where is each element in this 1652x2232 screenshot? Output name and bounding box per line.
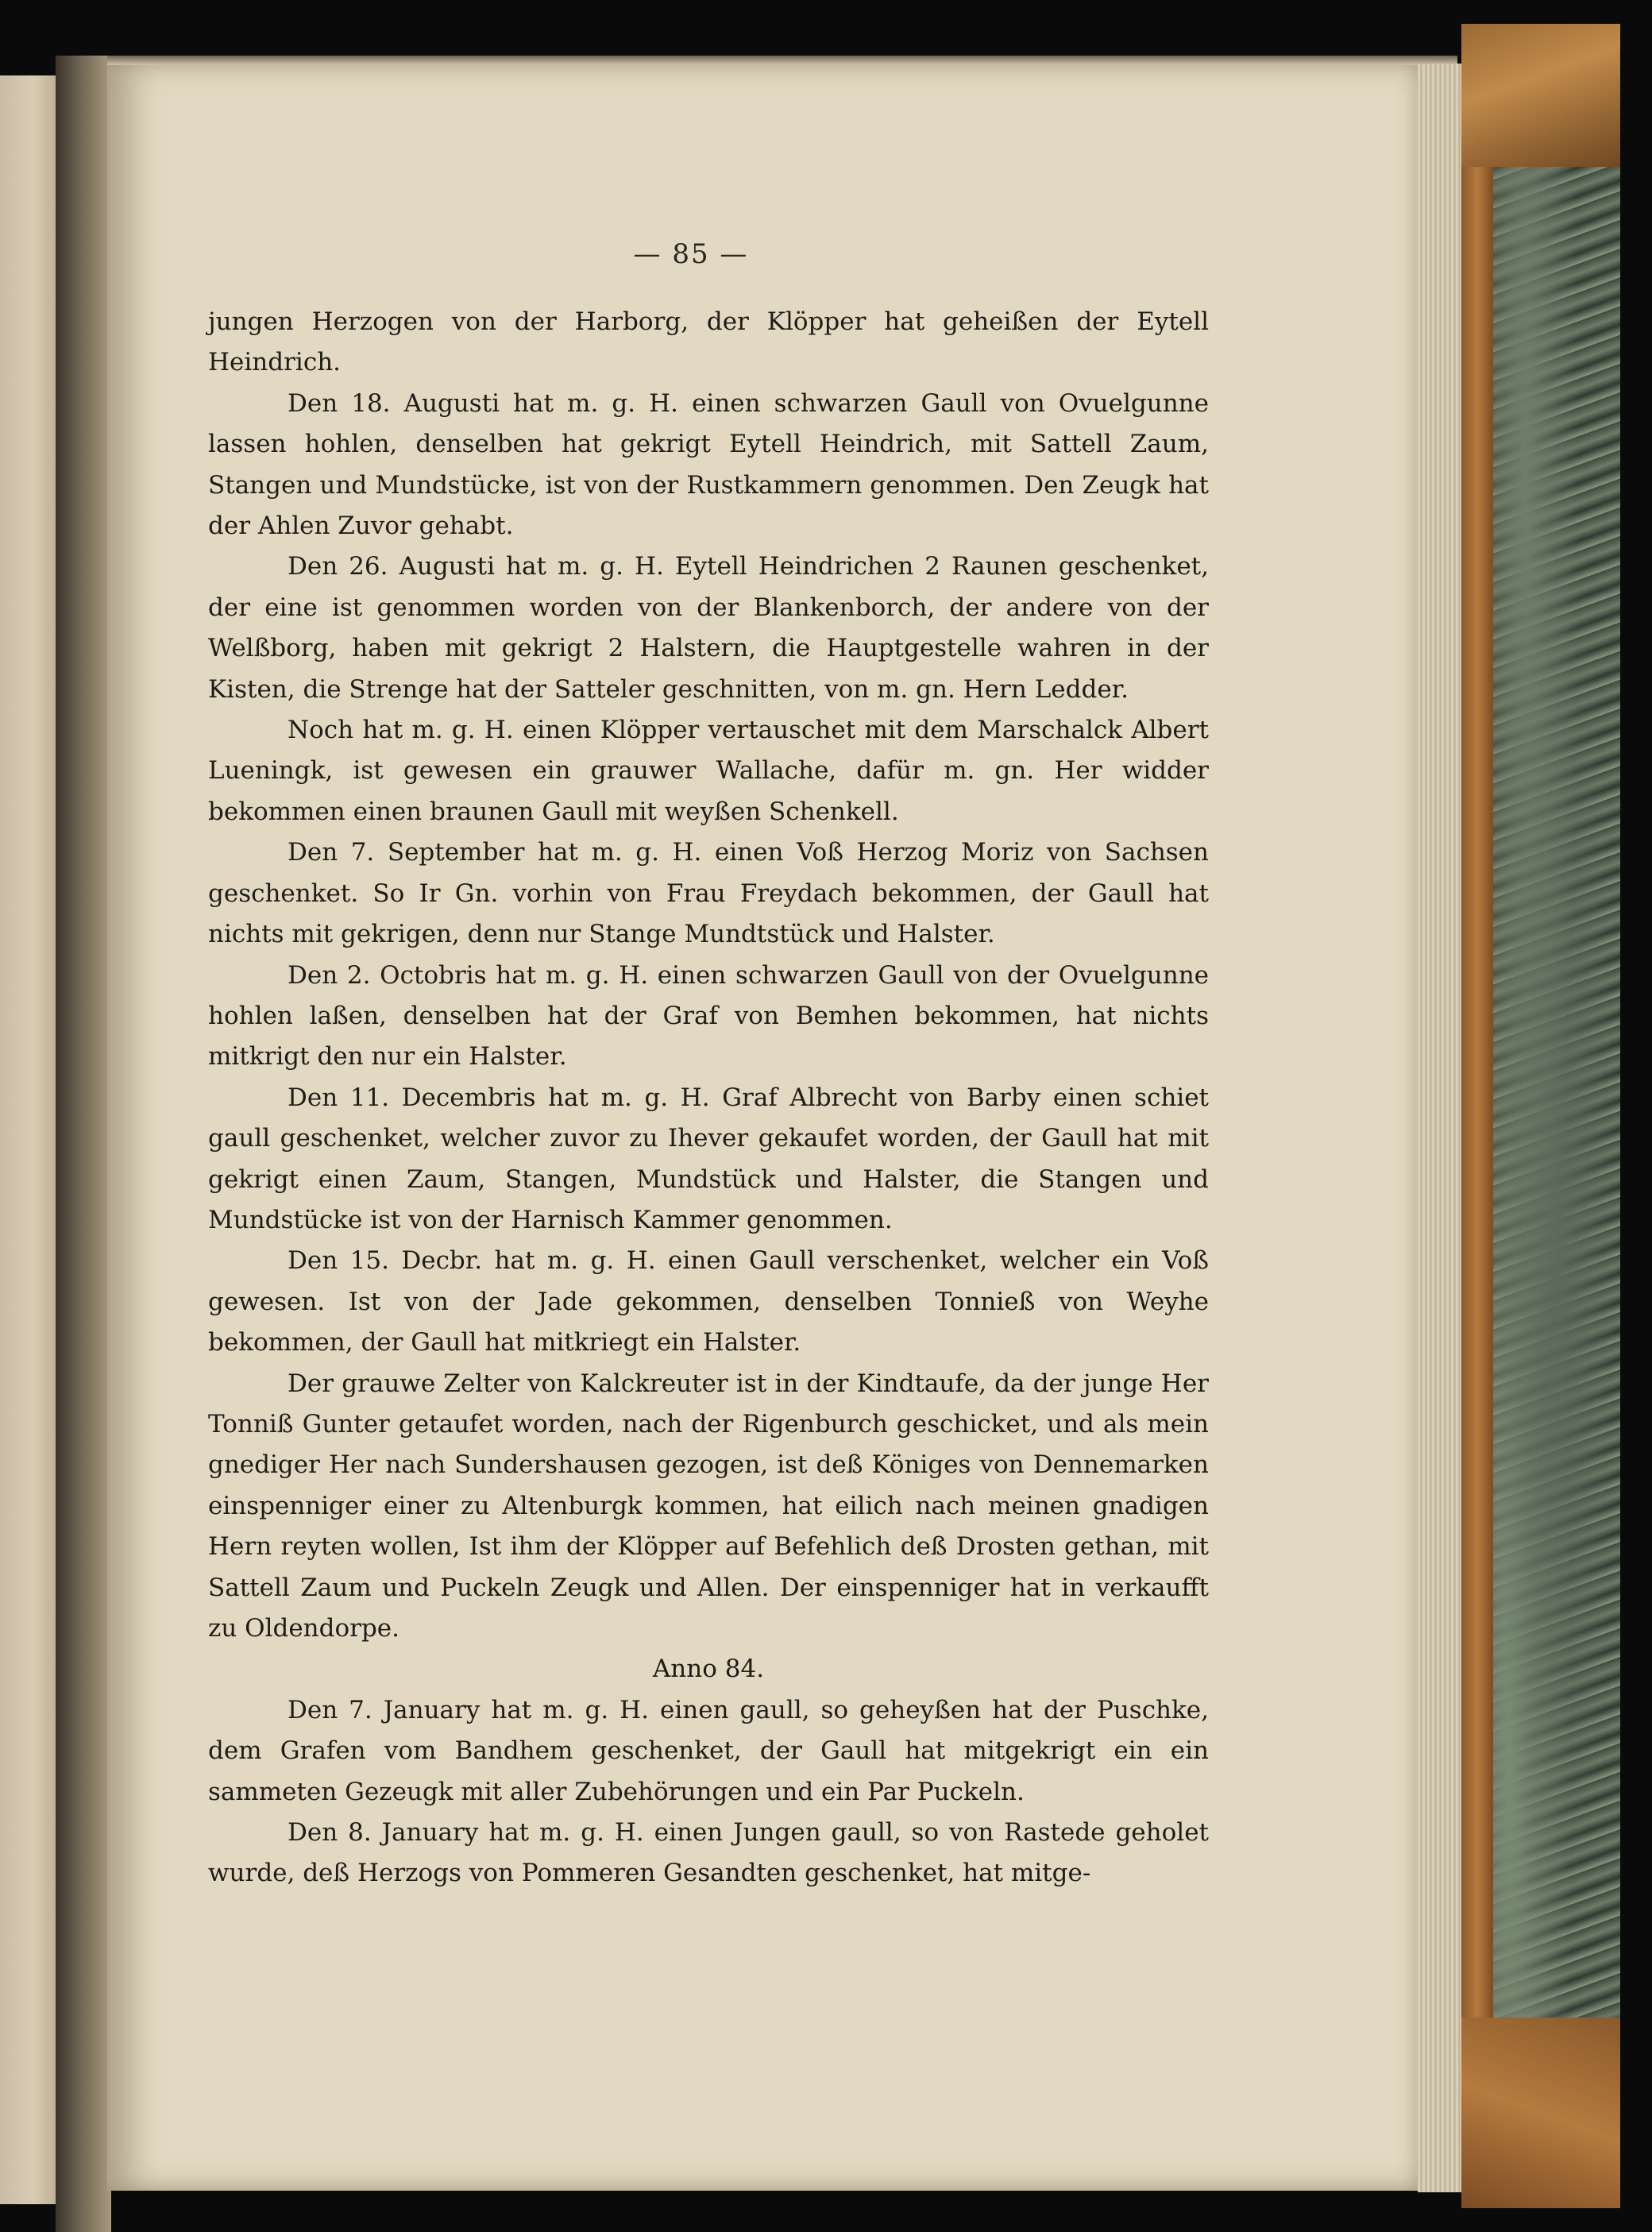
left-page-edge	[0, 75, 58, 2204]
year-heading: Anno 84.	[652, 1655, 765, 1684]
paragraph: Den 8. January hat m. g. H. einen Jungen gaull, so von Rastede geholet wurde, deß Herzogs von Pommeren Gesandten geschenket, hat mitge-	[208, 1818, 1209, 1888]
paragraph: Den 7. September hat m. g. H. einen Voß Herzog Moriz von Sachsen geschenket. So Ir Gn. vorhin von Frau Freydach bekommen, der Gaull hat nichts mit gekrigen, denn nur Stange Mundtstück und Halster.	[208, 838, 1209, 949]
leather-cover-edge	[1461, 48, 1493, 2208]
paragraph: Den 18. Augusti hat m. g. H. einen schwarzen Gaull von Ovuelgunne lassen hohlen, denselben hat gekrigt Eytell Heindrich, mit Sattell Zaum, Stangen und Mundstücke, ist von der Rustkammern genommen. Den Zeugk hat der Ahlen Zuvor gehabt.	[208, 388, 1209, 541]
page-number: — 85 —	[633, 238, 749, 270]
paragraph: Den 7. January hat m. g. H. einen gaull, so geheyßen hat der Puschke, dem Grafen vom Bandhem geschenket, der Gaull hat mitgekrigt ein ein sammeten Gezeugk mit aller Zubehörungen und ein Par Puckeln.	[208, 1695, 1209, 1806]
page-body	[208, 302, 1209, 1894]
paragraph: Den 26. Augusti hat m. g. H. Eytell Heindrichen 2 Raunen geschenket, der eine ist genommen worden von der Blankenborch, der andere von der Welßborg, haben mit gekrigt 2 Halstern, die Hauptgestelle wahren in der Kisten, die Strenge hat der Satteler geschnitten, von m. gn. Hern Ledder.	[208, 552, 1209, 704]
paragraph: jungen Herzogen von der Harborg, der Klöpper hat geheißen der Eytell Heindrich.	[208, 307, 1209, 377]
page-top-edge	[107, 56, 1457, 65]
paragraph: Noch hat m. g. H. einen Klöpper vertauschet mit dem Marschalck Albert Lueningk, ist gewesen ein grauwer Wallache, dafür m. gn. Her widder bekommen einen braunen Gaull mit weyßen Schenkell.	[208, 716, 1209, 826]
book-gutter	[56, 56, 111, 2232]
leather-corner-top	[1461, 24, 1620, 167]
paragraph: Den 15. Decbr. hat m. g. H. einen Gaull verschenket, welcher ein Voß gewesen. Ist von der Jade gekommen, denselben Tonnieß von Weyhe bekommen, der Gaull hat mitkriegt ein Halster.	[208, 1246, 1209, 1357]
paragraph: Den 11. Decembris hat m. g. H. Graf Albrecht von Barby einen schiet gaull geschenket, welcher zuvor zu Ihever gekaufet worden, der Gaull hat mit gekrigt einen Zaum, Stangen, Mundstück und Halster, die Stangen und Mundstücke ist von der Harnisch Kammer genommen.	[208, 1083, 1209, 1234]
paragraph: Den 2. Octobris hat m. g. H. einen schwarzen Gaull von der Ovuelgunne hohlen laßen, denselben hat der Graf von Bemhen bekommen, hat nichts mitkrigt den nur ein Halster.	[208, 960, 1209, 1072]
paragraph: Der grauwe Zelter von Kalckreuter ist in der Kindtaufe, da der junge Her Tonniß Gunter getaufet worden, nach der Rigenburch geschicket, und als mein gnediger Her nach Sundershausen gezogen, ist deß Königes von Dennemarken einspenniger einer zu Altenburgk kommen, hat eilich nach meinen gnadigen Hern reyten wollen, Ist ihm der Klöpper auf Befehlich deß Drosten gethan, mit Sattell Zaum und Puckeln Zeugk und Allen. Der einspenniger hat in verkaufft zu Oldendorpe.	[208, 1369, 1209, 1643]
page-stack-edges	[1418, 64, 1461, 2192]
leather-corner-bottom	[1461, 2018, 1620, 2208]
